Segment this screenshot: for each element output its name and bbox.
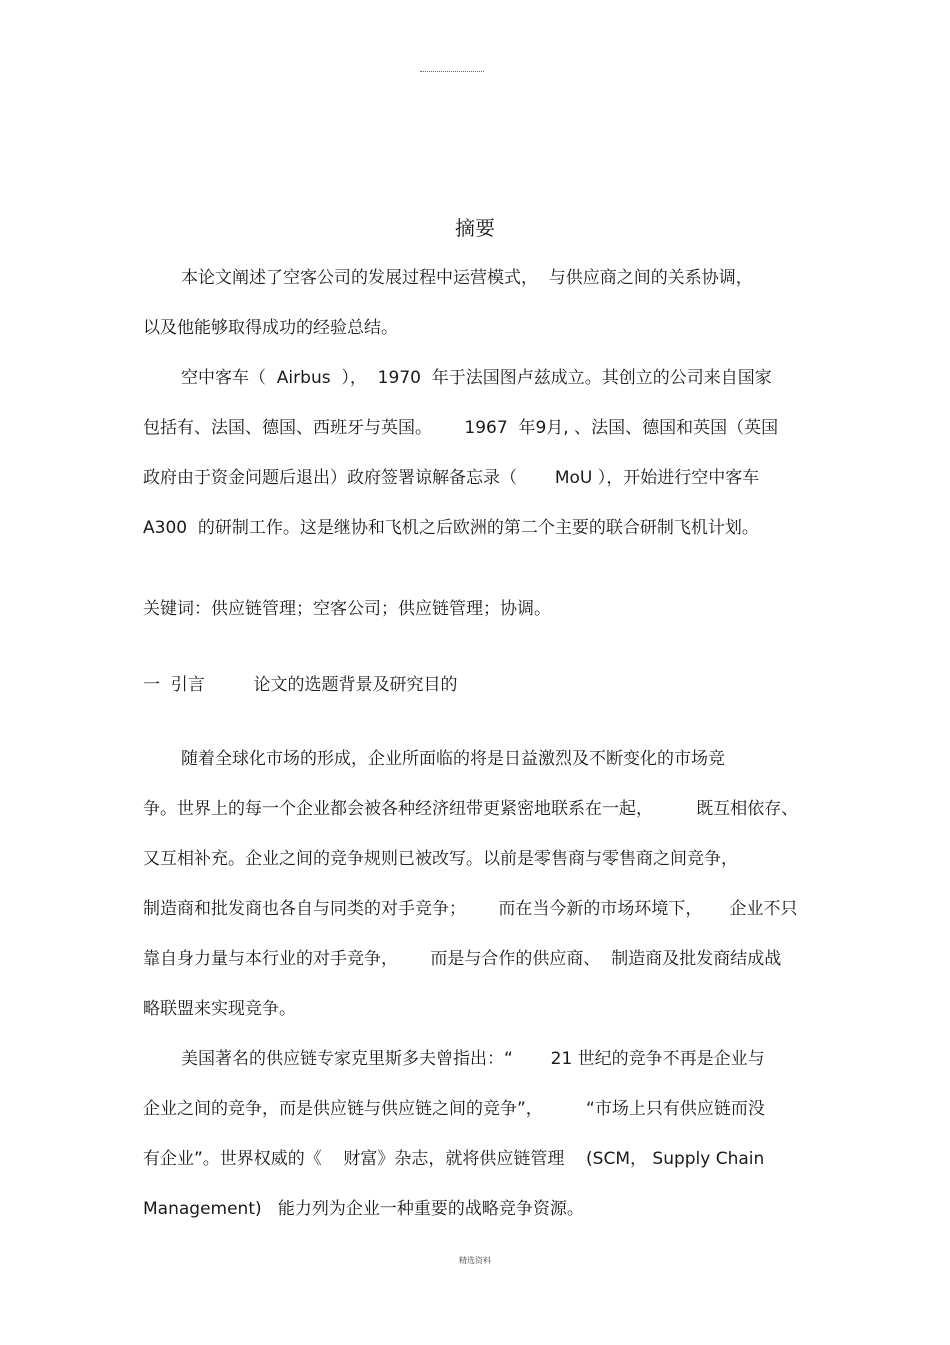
text-line: 企业之间的竞争，而是供应链与供应链之间的竞争”， “市场上只有供应链而没 <box>143 1099 765 1119</box>
text-line: 靠自身力量与本行业的对手竞争， 而是与合作的供应商、 制造商及批发商结成战 <box>143 949 782 969</box>
text-line: 政府由于资金问题后退出）政府签署谅解备忘录（ MoU ），开始进行空中客车 <box>143 468 760 488</box>
text-line: 空中客车（ Airbus ）， 1970 年于法国图卢兹成立。其创立的公司来自国家 <box>181 368 772 388</box>
text-line: A300 的研制工作。这是继协和飞机之后欧洲的第二个主要的联合研制飞机计划。 <box>143 518 759 538</box>
page-footer: 精选资料 <box>459 1256 491 1265</box>
text-line: 争。世界上的每一个企业都会被各种经济纽带更紧密地联系在一起， 既互相依存、 <box>143 799 799 819</box>
abstract-title: 摘要 <box>455 216 495 240</box>
text-line: 制造商和批发商也各自与同类的对手竞争； 而在当今新的市场环境下， 企业不只 <box>143 899 798 919</box>
text-line: 美国著名的供应链专家克里斯多夫曾指出：“ 21 世纪的竞争不再是企业与 <box>181 1049 765 1069</box>
text-line: Management) 能力列为企业一种重要的战略竞争资源。 <box>143 1199 584 1219</box>
text-line: 有企业”。世界权威的《 财富》杂志，就将供应链管理 (SCM， Supply Chain <box>143 1149 765 1169</box>
text-line: 又互相补充。企业之间的竞争规则已被改写。以前是零售商与零售商之间竞争， <box>143 849 738 869</box>
text-line: 包括有、法国、德国、西班牙与英国。 1967 年9月, 、法国、德国和英国（英国 <box>143 418 779 438</box>
text-line: 略联盟来实现竞争。 <box>143 999 296 1019</box>
text-line: 以及他能够取得成功的经验总结。 <box>143 318 398 338</box>
keywords: 关键词：供应链管理；空客公司；供应链管理；协调。 <box>143 599 551 619</box>
text-line: 本论文阐述了空客公司的发展过程中运营模式， 与供应商之间的关系协调， <box>181 268 753 288</box>
section-heading: 一 引言 论文的选题背景及研究目的 <box>143 675 458 695</box>
text-line: 随着全球化市场的形成，企业所面临的将是日益激烈及不断变化的市场竞 <box>181 749 725 769</box>
header-rule <box>420 71 484 72</box>
